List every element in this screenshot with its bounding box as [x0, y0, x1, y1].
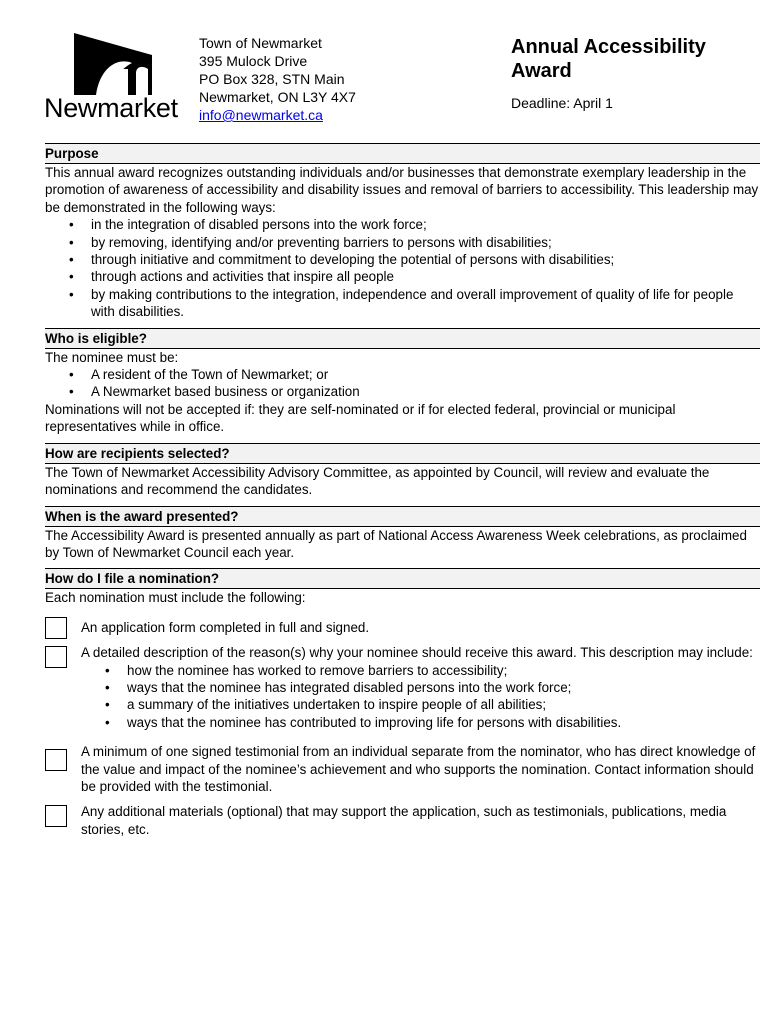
- item-text: A detailed description of the reason(s) why your nominee should receive this award. This description may include:: [81, 645, 753, 661]
- nomination-item-application: [45, 615, 760, 636]
- checkbox[interactable]: [45, 617, 67, 639]
- checkbox[interactable]: [45, 749, 67, 771]
- nomination-item-description: [45, 644, 760, 731]
- list-item: • through initiative and commitment to developing the potential of persons with disabilities;: [91, 251, 760, 268]
- list-item: • A resident of the Town of Newmarket; or: [91, 366, 760, 383]
- section-heading: Purpose: [45, 143, 760, 164]
- address-line: 395 Mulock Drive: [199, 53, 308, 69]
- list-item: • by making contributions to the integration, independence and overall improvement of quality of life for people with disabilities.: [91, 286, 760, 321]
- list-item: • in the integration of disabled persons into the work force;: [91, 216, 760, 233]
- purpose-text: This annual award recognizes outstanding individuals and/or businesses that demonstrate exemplary leadership in the promotion of awareness of accessibility and disability issues and removal of barriers to accessibility. This leadership may be demonstrated in the following ways:: [45, 165, 759, 215]
- list-item: • ways that the nominee has contributed to improving life for persons with disabilities.: [127, 714, 760, 731]
- item-text: Any additional materials (optional) that may support the application, such as testimonials, publications, media stories, etc.: [81, 804, 727, 837]
- eligible-list: [45, 366, 760, 401]
- item-text: A minimum of one signed testimonial from an individual separate from the nominator, who has direct knowledge of the value and impact of the nominee’s achievement and who supports the nomination. Contact information should be provided with the testimonial.: [81, 744, 756, 794]
- award-deadline: Deadline: April 1: [511, 95, 613, 111]
- list-item: • by removing, identifying and/or preventing barriers to persons with disabilities;: [91, 234, 760, 251]
- list-item: • ways that the nominee has integrated disabled persons into the work force;: [127, 679, 760, 696]
- item-text: An application form completed in full and signed.: [81, 619, 370, 635]
- selected-section: [45, 443, 760, 499]
- selected-text: The Town of Newmarket Accessibility Advisory Committee, as appointed by Council, will review and evaluate the nominations and recommend the candidates.: [45, 464, 710, 498]
- section-heading: How do I file a nomination?: [45, 568, 760, 589]
- nomination-item-additional: [45, 803, 760, 838]
- checkbox[interactable]: [45, 646, 67, 668]
- nomination-intro: Each nomination must include the following:: [45, 590, 306, 606]
- checkbox[interactable]: [45, 805, 67, 827]
- address-line: Town of Newmarket: [199, 35, 322, 51]
- eligible-intro: The nominee must be:: [45, 349, 179, 365]
- presented-section: [45, 506, 760, 562]
- form-content: [45, 143, 760, 845]
- nomination-item-testimonial: [45, 743, 760, 795]
- section-heading: Who is eligible?: [45, 328, 760, 349]
- address-line: Newmarket, ON L3Y 4X7: [199, 89, 356, 105]
- eligible-section: [45, 328, 760, 436]
- purpose-list: [45, 216, 760, 320]
- list-item: • through actions and activities that inspire all people: [91, 268, 760, 285]
- newmarket-logo-mark: [66, 33, 156, 95]
- list-item: • A Newmarket based business or organization: [91, 383, 760, 400]
- nomination-section: [45, 568, 760, 838]
- purpose-section: [45, 143, 760, 321]
- town-address: [199, 34, 356, 124]
- section-heading: When is the award presented?: [45, 506, 760, 527]
- address-line: PO Box 328, STN Main: [199, 71, 345, 87]
- newmarket-logo: [44, 33, 179, 123]
- email-link[interactable]: info@newmarket.ca: [199, 107, 323, 123]
- award-title: Annual Accessibility Award: [511, 36, 706, 82]
- presented-text: The Accessibility Award is presented annually as part of National Access Awareness Week celebrations, as proclaimed by Town of Newmarket Council each year.: [45, 527, 747, 560]
- list-item: • how the nominee has worked to remove barriers to accessibility;: [127, 662, 760, 679]
- award-header: [511, 35, 741, 111]
- section-heading: How are recipients selected?: [45, 443, 760, 464]
- logo-text: Newmarket: [44, 93, 178, 123]
- description-list: [81, 662, 760, 732]
- eligible-note: Nominations will not be accepted if: they are self-nominated or if for elected federal, provincial or municipal representatives while in office.: [45, 401, 676, 435]
- list-item: • a summary of the initiatives undertaken to inspire people of all abilities;: [127, 696, 760, 713]
